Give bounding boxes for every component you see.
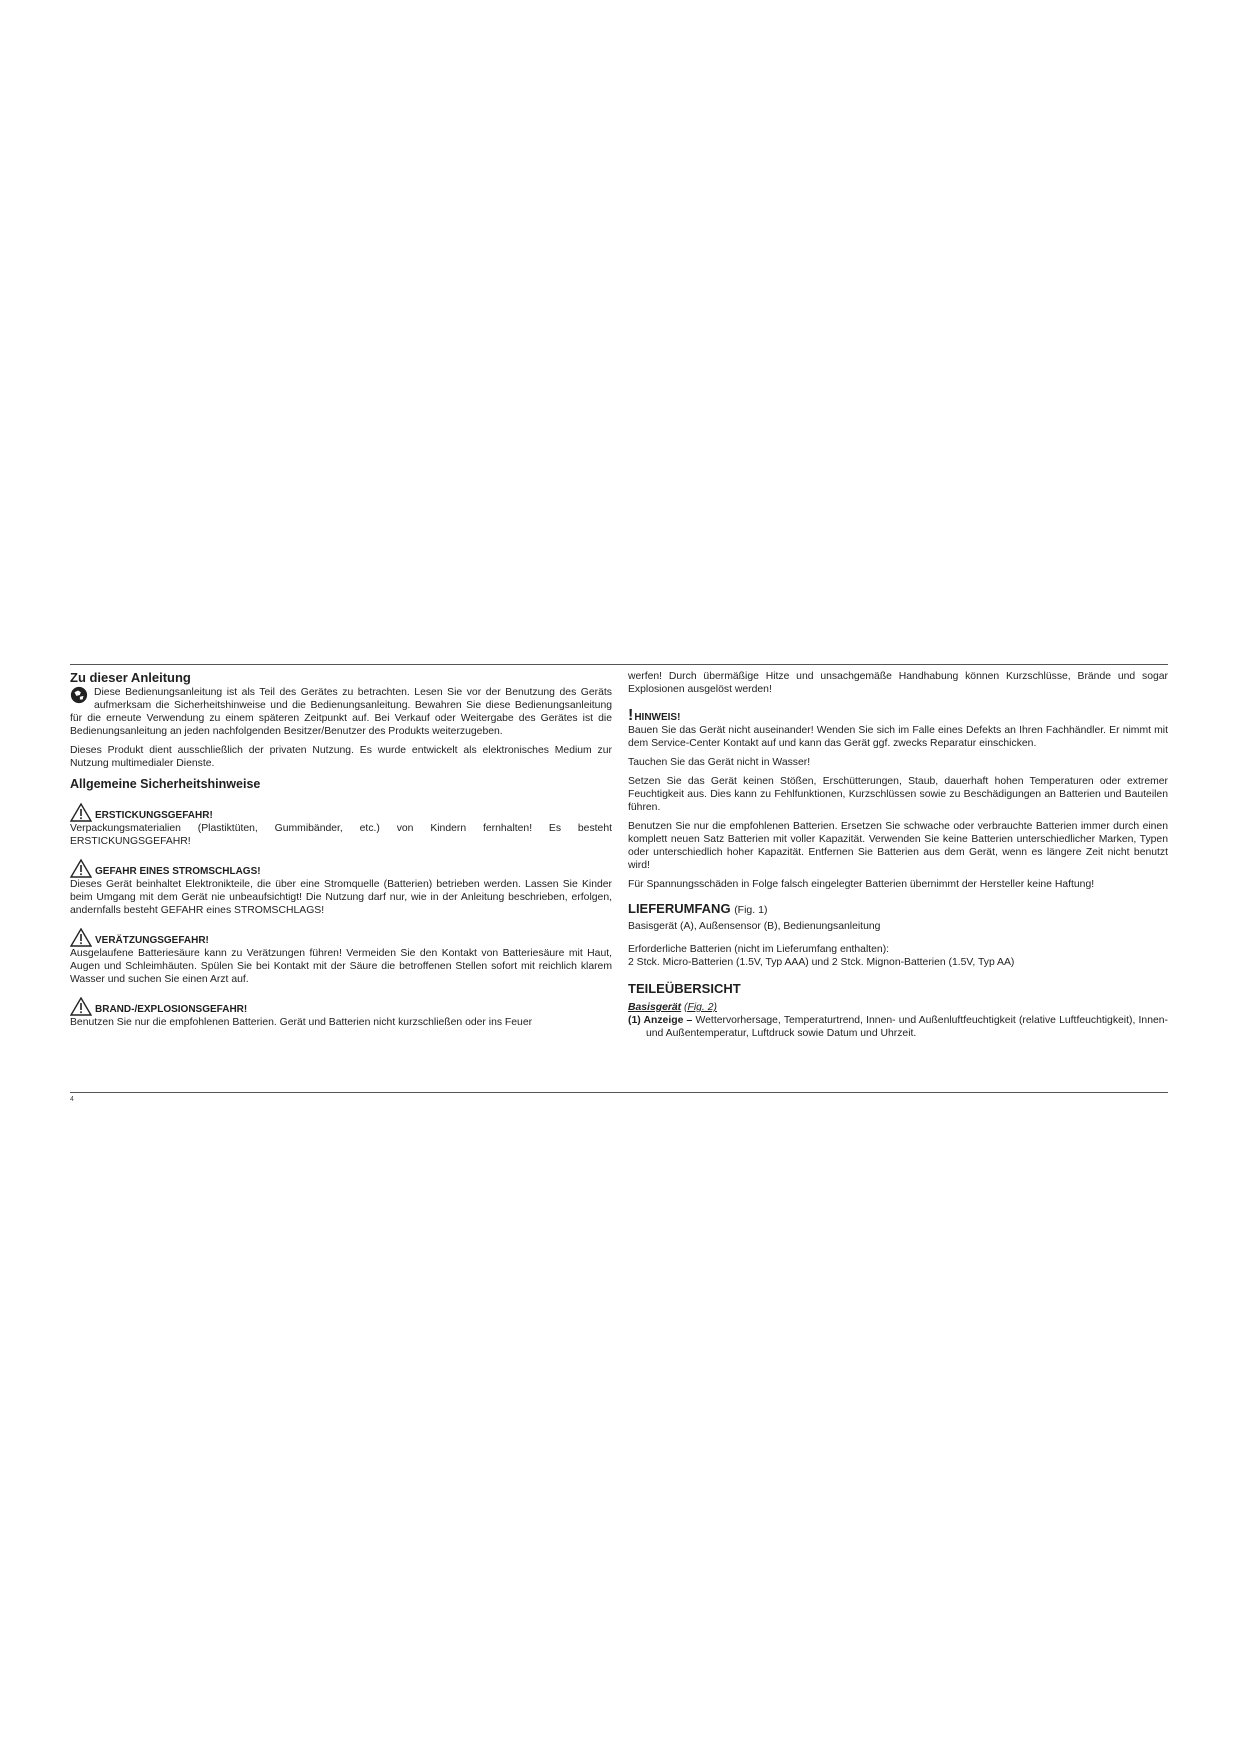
- base-unit-title: Basisgerät: [628, 1002, 682, 1013]
- part-item: [628, 1014, 1168, 1040]
- batteries-text: 2 Stck. Micro-Batterien (1.5V, Typ AAA) und 2 Stck. Mignon-Batterien (1.5V, Typ AA): [628, 957, 1015, 968]
- warning-triangle-icon: [70, 997, 92, 1016]
- base-unit-label: [628, 1001, 1168, 1014]
- batteries-label: Erforderliche Batterien (nicht im Lieferumfang enthalten):: [628, 944, 890, 955]
- exclamation-icon: !: [628, 707, 634, 724]
- intro-paragraph: [70, 686, 612, 738]
- page-number: 4: [70, 1096, 74, 1103]
- scope-heading-text: LIEFERUMFANG: [628, 901, 731, 916]
- warning-title: ERSTICKUNGSGEFAHR!: [95, 810, 213, 821]
- intro-text: Diese Bedienungsanleitung ist als Teil des Gerätes zu betrachten. Lesen Sie vor der Benutzung des Geräts aufmerksam die Sicherheitshinweise und die Bedienungsanleitung. Bewahren Sie diese Bedienungsanleitung für die erneute Verwendung zu einem späteren Zeitpunkt auf. Bei Verkauf oder Weitergabe des Gerätes ist die Bedienungsanleitung an jeden nachfolgenden Besitzer/Benutzer des Produkts weiterzugeben.: [70, 687, 612, 737]
- bottom-rule: [70, 1092, 1168, 1093]
- top-rule: [70, 664, 1168, 665]
- warning-text: Dieses Gerät beinhaltet Elektronikteile, die über eine Stromquelle (Batterien) betrieben werden. Lassen Sie Kinder beim Umgang mit dem Gerät nie unbeaufsichtigt! Die Nutzung darf nur, wie in der Anleitung beschrieben, erfolgen, andernfalls besteht GEFAHR eines STROMSCHLAGS!: [70, 879, 612, 916]
- warning-text: Ausgelaufene Batteriesäure kann zu Verätzungen führen! Vermeiden Sie den Kontakt von Batteriesäure mit Haut, Augen und Schleimhäuten. Spülen Sie bei Kontakt mit der Säure die betroffenen Stellen sofort mit reichlich klarem Wasser und suchen Sie einen Arzt auf.: [70, 948, 612, 985]
- note-heading: [628, 708, 1168, 724]
- right-column: [628, 670, 1168, 1046]
- scope-fig-ref: (Fig. 1): [734, 904, 768, 916]
- warning-text: Verpackungsmaterialien (Plastiktüten, Gummibänder, etc.) von Kindern fernhalten! Es besteht ERSTICKUNGSGEFAHR!: [70, 823, 612, 847]
- warning-triangle-icon: [70, 928, 92, 947]
- warning-text: Benutzen Sie nur die empfohlenen Batterien. Gerät und Batterien nicht kurzschließen oder ins Feuer: [70, 1017, 533, 1028]
- note-paragraph: Setzen Sie das Gerät keinen Stößen, Erschütterungen, Staub, dauerhaft hohen Temperaturen oder extremer Feuchtigkeit aus. Dies kann zu Fehlfunktionen, Kurzschlüssen sowie zu Beschädigungen an Batterien und Bauteilen führen.: [628, 776, 1168, 813]
- warning-triangle-icon: [70, 859, 92, 878]
- note-paragraph: Benutzen Sie nur die empfohlenen Batterien. Ersetzen Sie schwache oder verbrauchte Batterien immer durch einen komplett neuen Satz Batterien mit voller Kapazität. Verwenden Sie keine Batterien unterschiedlicher Marken, Typen oder unterschiedlich hoher Kapazität. Entfernen Sie Batterien aus dem Gerät, wenn es längere Zeit nicht benutzt wird!: [628, 821, 1168, 871]
- warning-block: [70, 996, 612, 1029]
- warning-title: VERÄTZUNGSGEFAHR!: [95, 935, 209, 946]
- base-unit-fig-ref: (Fig. 2): [684, 1002, 717, 1013]
- note-paragraph: Für Spannungsschäden in Folge falsch eingelegter Batterien übernimmt der Hersteller keine Haftung!: [628, 879, 1095, 890]
- scope-heading: [628, 901, 1168, 918]
- warning-title: BRAND-/EXPLOSIONSGEFAHR!: [95, 1004, 248, 1015]
- part-item-text: Wettervorhersage, Temperaturtrend, Innen- und Außenluftfeuchtigkeit (relative Luftfeuchtigkeit), Innen- und Außentemperatur, Luftdruck sowie Datum und Uhrzeit.: [646, 1015, 1169, 1039]
- note-title: HINWEIS!: [634, 712, 681, 723]
- warning-triangle-icon: [70, 803, 92, 822]
- safety-heading: Allgemeine Sicherheitshinweise: [70, 777, 261, 791]
- warning-block: [70, 927, 612, 986]
- continuation-text: werfen! Durch übermäßige Hitze und unsachgemäße Handhabung können Kurzschlüsse, Brände und sogar Explosionen ausgelöst werden!: [628, 671, 1168, 695]
- warning-block: [70, 802, 612, 848]
- note-paragraph: Tauchen Sie das Gerät nicht in Wasser!: [628, 757, 811, 768]
- warning-title: GEFAHR EINES STROMSCHLAGS!: [95, 866, 261, 877]
- read-manual-icon: [70, 686, 88, 704]
- scope-text: Basisgerät (A), Außensensor (B), Bedienungsanleitung: [628, 921, 881, 932]
- usage-paragraph: Dieses Produkt dient ausschließlich der privaten Nutzung. Es wurde entwickelt als elektronisches Medium zur Nutzung multimedialer Dienste.: [70, 745, 612, 769]
- left-column: [70, 670, 612, 1035]
- part-item-label: (1) Anzeige –: [628, 1015, 693, 1026]
- note-paragraph: Bauen Sie das Gerät nicht auseinander! Wenden Sie sich im Falle eines Defekts an Ihren Fachhändler. Er nimmt mit dem Service-Center Kontakt auf und kann das Gerät ggf. zwecks Reparatur einschicken.: [628, 725, 1168, 749]
- section-title: Zu dieser Anleitung: [70, 670, 191, 685]
- warning-block: [70, 858, 612, 917]
- parts-heading: TEILEÜBERSICHT: [628, 981, 741, 996]
